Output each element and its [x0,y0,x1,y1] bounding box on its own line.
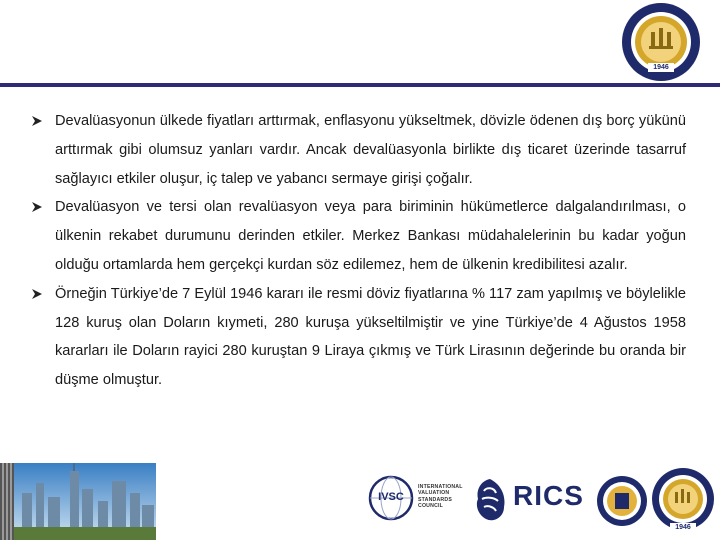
university-logo [621,2,701,82]
ivsc-abbr: IVSC [378,491,404,503]
rics-lion-icon [472,477,508,523]
ivsc-line: VALUATION [418,490,450,497]
footer-seal-year: 1946 [675,524,691,531]
ivsc-line: STANDARDS [418,496,452,503]
logo-year: 1946 [653,64,669,71]
bullet-item [31,107,686,193]
bullet-list [31,107,686,395]
arrow-bullet-icon [31,193,43,222]
university-footer-seal [650,463,716,544]
arrow-bullet-icon [31,107,43,136]
arrow-bullet-icon [31,280,43,309]
city-skyline-photo [14,463,156,540]
bullet-item [31,193,686,279]
ivsc-line: INTERNATIONAL [418,484,463,490]
ivsc-line: COUNCIL [418,503,444,510]
bullet-item [31,280,686,395]
emblem-seal-icon [596,465,648,537]
footer-logos [156,463,720,540]
footer-band [0,463,720,540]
bullet-text: Örneğin Türkiye’de 7 Eylül 1946 kararı ile resmi döviz fiyatlarına % 117 zam yapılmış ve böylelikle 128 kuruş olan Doların kıymeti, 280 kuruşa yükseltilmiştir ve yine Türkiye’de 4 Ağustos 1958 kararları ile Doların rayici 280 kuruştan 9 Liraya çıkmış ve Türk Lirasının değerinde bu oranda bir düşme olmuştur. [55,285,686,389]
bullet-text: Devalüasyon ve tersi olan revalüasyon veya para biriminin hükümetlerce dalgalandırılması, o ülkenin rekabet durumunu derinden etkiler. Merkez Bankası müdahalelerinin bu kadar yoğun olduğu ortamlarda hem gerçekçi kurdan söz edilemez, hem de ülkenin kredibilitesi azalır. [55,199,686,273]
footer-stripes [0,463,14,540]
ivsc-name [418,484,478,510]
rics-wordmark: RICS [513,480,584,511]
bullet-text: Devalüasyonun ülkede fiyatları arttırmak, enflasyonu yükseltmek, dövizle ödenen dış borç yükünü arttırmak gibi olumsuz yanları vardır. Ancak devalüasyonla birlikte dış ticaret üzerinde tasarruf sağlayıcı etkiler oluşur, iç talep ve yabancı sermaye girişi çoğalır. [55,113,686,187]
header-rule [0,83,720,87]
